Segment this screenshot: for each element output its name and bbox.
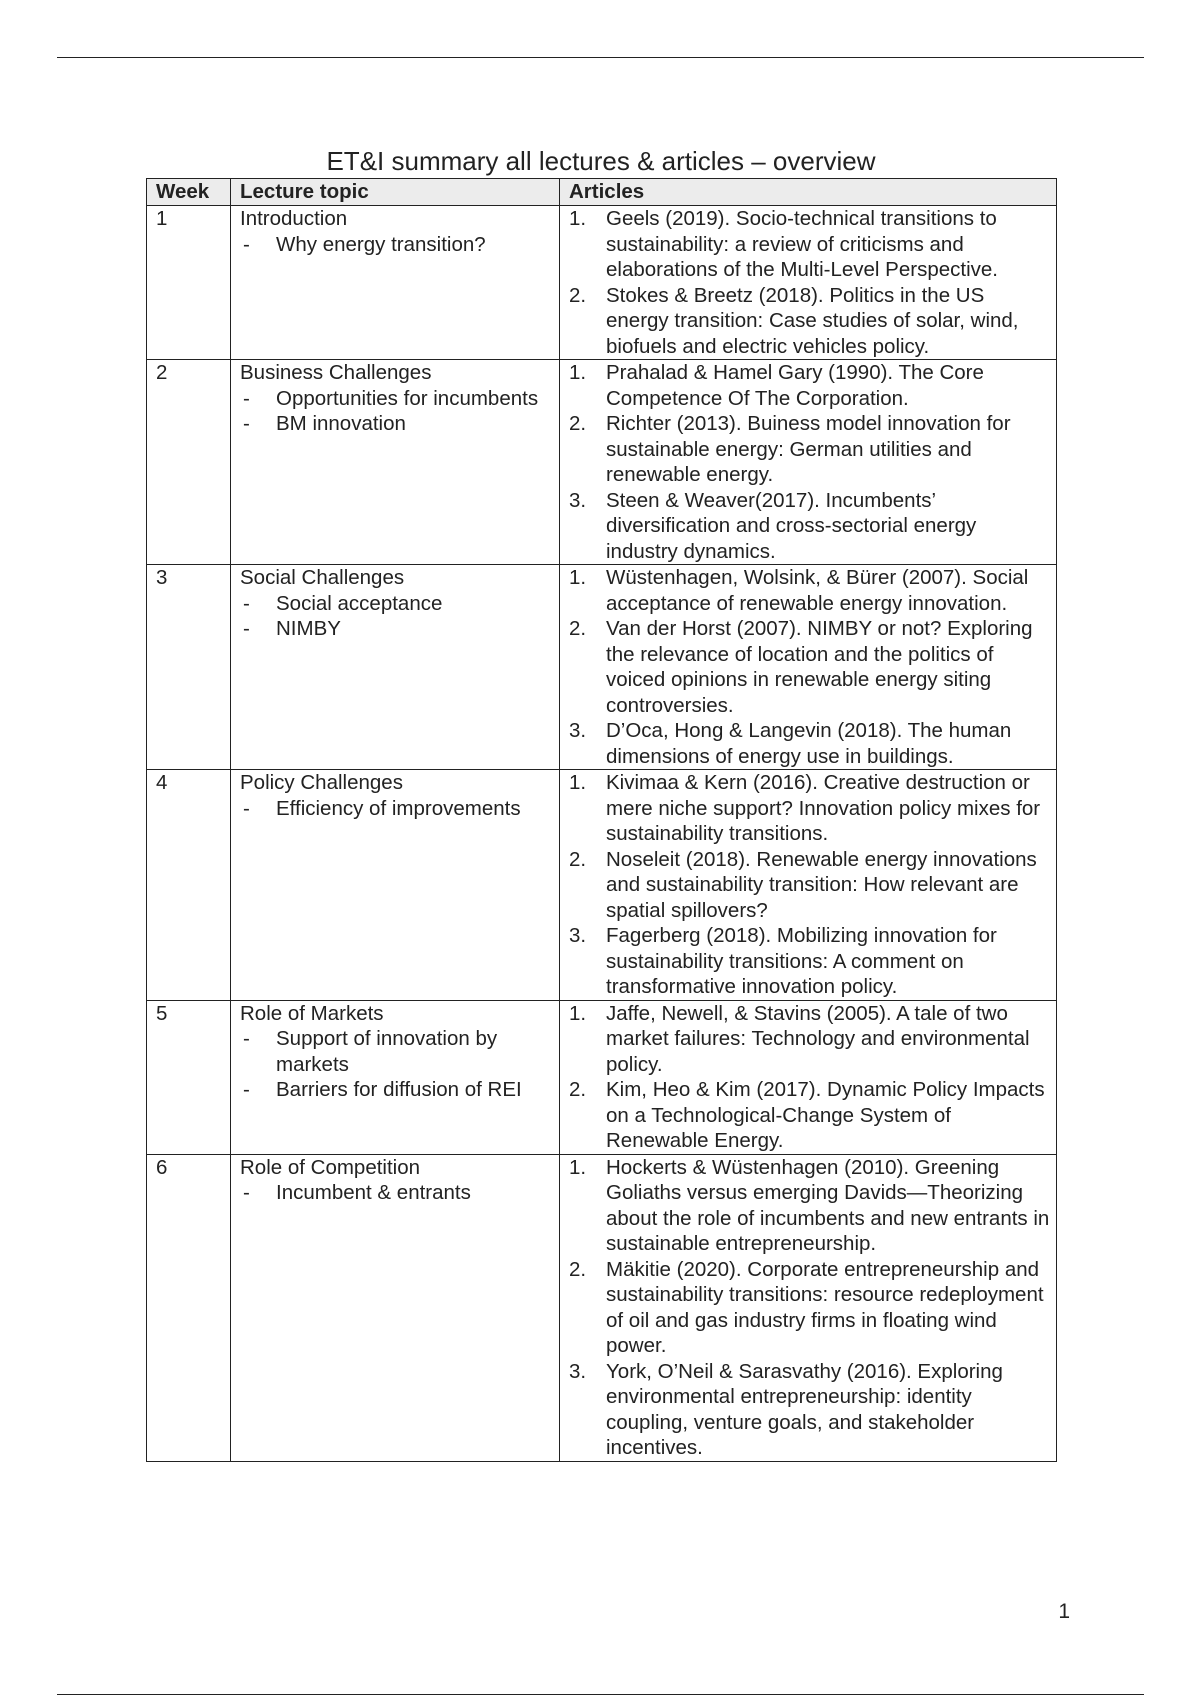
subtopic-item: - Incumbent & entrants bbox=[240, 1180, 553, 1206]
article-item: 2. Van der Horst (2007). NIMBY or not? Exploring the relevance of location and the politics of voiced opinions in renewable energy siting controversies. bbox=[569, 617, 1033, 717]
article-item: 3. Fagerberg (2018). Mobilizing innovation for sustainability transitions: A comment on transformative innovation policy. bbox=[569, 924, 997, 998]
subtopic-list bbox=[240, 232, 553, 258]
article-list bbox=[569, 1155, 1050, 1461]
header-rule bbox=[57, 57, 1144, 58]
week-cell: 2 bbox=[147, 360, 231, 565]
article-item: 2. Stokes & Breetz (2018). Politics in the US energy transition: Case studies of solar, wind, biofuels and electric vehicles policy. bbox=[569, 283, 1019, 358]
subtopic-item: - Efficiency of improvements bbox=[240, 796, 553, 822]
topic-title: Social Challenges bbox=[240, 566, 405, 589]
table-row bbox=[147, 565, 1057, 770]
subtopic-item: - Why energy transition? bbox=[240, 232, 553, 258]
article-list bbox=[569, 770, 1050, 1000]
article-item: 3. D’Oca, Hong & Langevin (2018). The human dimensions of energy use in buildings. bbox=[569, 719, 1012, 768]
article-item: 1. Hockerts & Wüstenhagen (2010). Greening Goliaths versus emerging Davids—Theorizing about the role of incumbents and new entrants in sustainable entrepreneurship. bbox=[569, 1155, 1050, 1255]
subtopic-item: - Barriers for diffusion of REI bbox=[240, 1077, 553, 1103]
article-item: 3. Steen & Weaver(2017). Incumbents’ diversification and cross-sectorial energy industry dynamics. bbox=[569, 488, 977, 563]
topic-title: Introduction bbox=[240, 207, 348, 230]
articles-cell bbox=[560, 360, 1057, 565]
article-list bbox=[569, 1001, 1050, 1154]
header-week: Week bbox=[147, 179, 231, 206]
article-item: 1. Prahalad & Hamel Gary (1990). The Core Competence Of The Corporation. bbox=[569, 361, 984, 410]
topic-cell bbox=[231, 565, 560, 770]
document-title: ET&I summary all lectures & articles – overview bbox=[326, 146, 876, 176]
article-item: 2. Noseleit (2018). Renewable energy innovations and sustainability transition: How relevant are spatial spillovers? bbox=[569, 847, 1037, 922]
article-item: 2. Richter (2013). Buiness model innovation for sustainable energy: German utilities and renewable energy. bbox=[569, 412, 1011, 486]
subtopic-item: - Opportunities for incumbents bbox=[240, 386, 553, 412]
subtopic-list bbox=[240, 1026, 553, 1103]
table-row bbox=[147, 770, 1057, 1001]
topic-cell bbox=[231, 1154, 560, 1461]
article-item: 1. Kivimaa & Kern (2016). Creative destruction or mere niche support? Innovation policy mixes for sustainability transitions. bbox=[569, 771, 1041, 845]
subtopic-item: - NIMBY bbox=[240, 616, 553, 642]
topic-cell bbox=[231, 360, 560, 565]
table-header-row bbox=[147, 179, 1057, 206]
week-cell: 3 bbox=[147, 565, 231, 770]
topic-title: Policy Challenges bbox=[240, 771, 403, 794]
week-cell: 6 bbox=[147, 1154, 231, 1461]
articles-cell bbox=[560, 565, 1057, 770]
page-number: 1 bbox=[1058, 1600, 1070, 1623]
subtopic-list bbox=[240, 1180, 553, 1206]
topic-cell bbox=[231, 770, 560, 1001]
articles-cell bbox=[560, 770, 1057, 1001]
topic-cell bbox=[231, 1000, 560, 1154]
article-list bbox=[569, 565, 1050, 769]
article-item: 2. Kim, Heo & Kim (2017). Dynamic Policy Impacts on a Technological-Change System of Renewable Energy. bbox=[569, 1078, 1045, 1152]
subtopic-item: - BM innovation bbox=[240, 411, 553, 437]
article-item: 1. Wüstenhagen, Wolsink, & Bürer (2007). Social acceptance of renewable energy innovation. bbox=[569, 566, 1029, 615]
week-cell: 1 bbox=[147, 206, 231, 360]
footer-rule bbox=[57, 1694, 1144, 1695]
week-cell: 4 bbox=[147, 770, 231, 1001]
article-list bbox=[569, 360, 1050, 564]
article-item: 1. Jaffe, Newell, & Stavins (2005). A tale of two market failures: Technology and environmental policy. bbox=[569, 1001, 1030, 1076]
table-row bbox=[147, 360, 1057, 565]
table-row bbox=[147, 1154, 1057, 1461]
subtopic-item: - Social acceptance bbox=[240, 591, 553, 617]
topic-title: Role of Competition bbox=[240, 1155, 421, 1179]
articles-cell bbox=[560, 1154, 1057, 1461]
subtopic-list bbox=[240, 386, 553, 437]
topic-title: Role of Markets bbox=[240, 1001, 384, 1025]
header-lecture-topic: Lecture topic bbox=[231, 179, 560, 206]
articles-cell bbox=[560, 1000, 1057, 1154]
subtopic-list bbox=[240, 796, 553, 822]
table-row bbox=[147, 1000, 1057, 1154]
article-item: 1. Geels (2019). Socio-technical transitions to sustainability: a review of criticisms and elaborations of the Multi-Level Perspective. bbox=[569, 207, 998, 281]
articles-cell bbox=[560, 206, 1057, 360]
article-list bbox=[569, 206, 1050, 359]
table-row bbox=[147, 206, 1057, 360]
article-item: 2. Mäkitie (2020). Corporate entrepreneurship and sustainability transitions: resource redeployment of oil and gas industry firms in floating wind power. bbox=[569, 1257, 1044, 1357]
week-cell: 5 bbox=[147, 1000, 231, 1154]
topic-cell bbox=[231, 206, 560, 360]
topic-title: Business Challenges bbox=[240, 361, 432, 384]
subtopic-list bbox=[240, 591, 553, 642]
subtopic-item: - Support of innovation by markets bbox=[240, 1026, 553, 1077]
header-articles: Articles bbox=[560, 179, 1057, 206]
article-item: 3. York, O’Neil & Sarasvathy (2016). Exploring environmental entrepreneurship: identity coupling, venture goals, and stakeholder incentives. bbox=[569, 1359, 1003, 1459]
overview-table bbox=[146, 178, 1057, 1462]
